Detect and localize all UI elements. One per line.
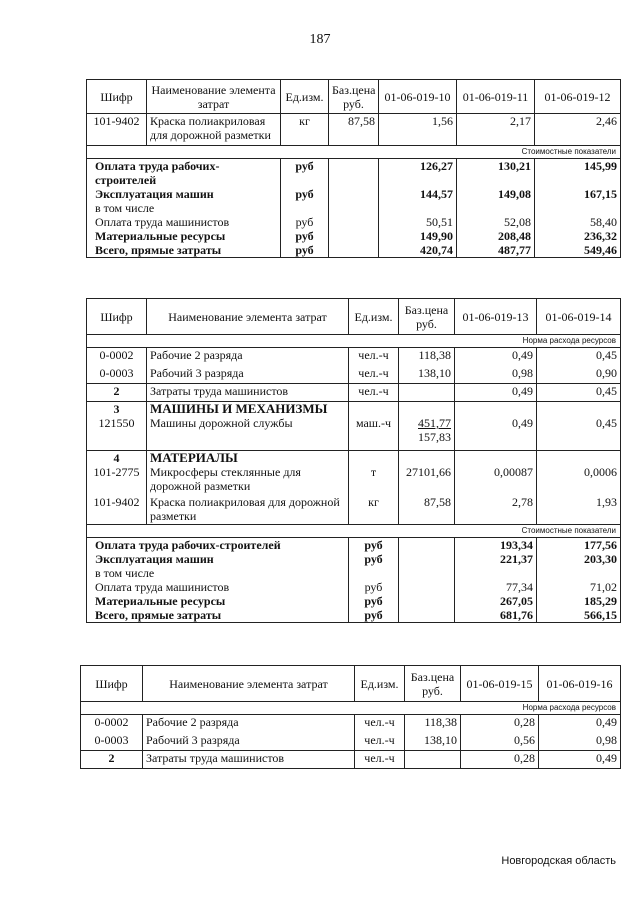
machine-price-labor: 157,83	[418, 430, 451, 444]
section-row	[87, 450, 621, 465]
cost-unit: руб	[349, 594, 399, 608]
header-unit: Ед.изм.	[349, 299, 399, 335]
row-price	[399, 416, 455, 450]
header-price: Баз.цена руб.	[399, 299, 455, 335]
row-code: 101-9402	[87, 114, 147, 146]
row-value: 0,28	[461, 715, 539, 733]
cost-value: 566,15	[537, 608, 621, 623]
table-row	[81, 751, 621, 769]
header-col-2: 01-06-019-11	[457, 80, 535, 114]
table-row	[87, 366, 621, 384]
cost-value: 185,29	[537, 594, 621, 608]
header-col-3: 01-06-019-12	[535, 80, 621, 114]
header-price: Баз.цена руб.	[405, 666, 461, 702]
row-unit: чел.-ч	[349, 384, 399, 402]
row-name: Рабочие 2 разряда	[143, 715, 355, 733]
norm-label: Норма расхода ресурсов	[87, 335, 621, 348]
cost-table-1	[86, 79, 621, 258]
cost-name: Всего, прямые затраты	[87, 243, 281, 258]
row-code: 2	[87, 384, 147, 402]
row-value: 0,49	[455, 416, 537, 450]
cost-unit: руб	[281, 187, 329, 201]
cost-name: Эксплуатация машин	[87, 552, 349, 566]
header-unit: Ед.изм.	[281, 80, 329, 114]
norm-label-row	[87, 335, 621, 348]
row-value: 0,49	[455, 348, 537, 366]
table-row	[87, 114, 621, 146]
cost-value: 58,40	[535, 215, 621, 229]
cost-unit: руб	[349, 538, 399, 553]
row-price: 118,38	[405, 715, 461, 733]
row-name: Затраты труда машинистов	[143, 751, 355, 769]
cost-row	[87, 243, 621, 258]
header-col-1: 01-06-019-13	[455, 299, 537, 335]
cost-row	[87, 159, 621, 188]
cost-value: 145,99	[535, 159, 621, 188]
header-price: Баз.цена руб.	[329, 80, 379, 114]
cost-value: 50,51	[379, 215, 457, 229]
section-title: МАТЕРИАЛЫ	[147, 450, 349, 465]
cost-value: 420,74	[379, 243, 457, 258]
table-header-row	[81, 666, 621, 702]
row-code: 121550	[87, 416, 147, 450]
table-row	[81, 733, 621, 751]
row-name: Рабочий 3 разряда	[143, 733, 355, 751]
header-col-2: 01-06-019-16	[539, 666, 621, 702]
row-code: 2	[81, 751, 143, 769]
row-code: 0-0002	[87, 348, 147, 366]
cost-row	[87, 608, 621, 623]
table-row	[81, 715, 621, 733]
cost-unit: руб	[281, 229, 329, 243]
header-col-2: 01-06-019-14	[537, 299, 621, 335]
row-price: 27101,66	[399, 465, 455, 495]
header-code: Шифр	[81, 666, 143, 702]
cost-table-2	[86, 298, 621, 623]
cost-name: Оплата труда рабочих-строителей	[87, 538, 349, 553]
row-value: 1,93	[537, 495, 621, 525]
cost-unit: руб	[281, 159, 329, 188]
cost-name: в том числе	[87, 201, 281, 215]
row-name: Рабочие 2 разряда	[147, 348, 349, 366]
cost-value: 203,30	[537, 552, 621, 566]
row-price: 138,10	[405, 733, 461, 751]
cost-name: Материальные ресурсы	[87, 594, 349, 608]
cost-unit: руб	[349, 608, 399, 623]
row-name: Микросферы стеклянные для дорожной разметки	[147, 465, 349, 495]
machine-price: 451,77	[418, 416, 451, 430]
row-value: 2,46	[535, 114, 621, 146]
header-unit: Ед.изм.	[355, 666, 405, 702]
header-col-1: 01-06-019-10	[379, 80, 457, 114]
section-number: 4	[87, 450, 147, 465]
cost-row	[87, 229, 621, 243]
header-name: Наименование элемента затрат	[147, 80, 281, 114]
row-value: 0,49	[455, 384, 537, 402]
row-price: 87,58	[329, 114, 379, 146]
row-value: 0,49	[539, 715, 621, 733]
cost-label: Стоимостные показатели	[87, 146, 621, 159]
norm-label: Норма расхода ресурсов	[81, 702, 621, 715]
cost-value: 71,02	[537, 580, 621, 594]
row-name: Рабочий 3 разряда	[147, 366, 349, 384]
row-unit: кг	[281, 114, 329, 146]
section-row	[87, 402, 621, 417]
row-unit: чел.-ч	[355, 751, 405, 769]
cost-value: 126,27	[379, 159, 457, 188]
cost-value: 177,56	[537, 538, 621, 553]
row-price: 138,10	[399, 366, 455, 384]
cost-row	[87, 215, 621, 229]
cost-value: 236,32	[535, 229, 621, 243]
cost-row	[87, 594, 621, 608]
cost-table-3	[80, 665, 621, 769]
cost-name: Всего, прямые затраты	[87, 608, 349, 623]
cost-label-row	[87, 525, 621, 538]
row-name: Затраты труда машинистов	[147, 384, 349, 402]
header-name: Наименование элемента затрат	[143, 666, 355, 702]
table-row	[87, 495, 621, 525]
cost-name: Оплата труда машинистов	[87, 215, 281, 229]
cost-value: 208,48	[457, 229, 535, 243]
cost-name: Оплата труда машинистов	[87, 580, 349, 594]
cost-value: 221,37	[455, 552, 537, 566]
table-row	[87, 384, 621, 402]
cost-value: 681,76	[455, 608, 537, 623]
row-price: 87,58	[399, 495, 455, 525]
cost-value: 144,57	[379, 187, 457, 201]
table-row	[87, 348, 621, 366]
cost-unit: руб	[281, 243, 329, 258]
row-name: Краска полиакриловая для дорожной разметки	[147, 495, 349, 525]
row-code: 0-0002	[81, 715, 143, 733]
row-value: 0,45	[537, 384, 621, 402]
row-unit: чел.-ч	[355, 715, 405, 733]
section-title: МАШИНЫ И МЕХАНИЗМЫ	[147, 402, 349, 417]
row-value: 0,0006	[537, 465, 621, 495]
row-unit: чел.-ч	[355, 733, 405, 751]
row-value: 0,28	[461, 751, 539, 769]
row-unit: кг	[349, 495, 399, 525]
cost-value: 130,21	[457, 159, 535, 188]
row-name: Краска полиакриловая для дорожной разметки	[147, 114, 281, 146]
row-value: 2,78	[455, 495, 537, 525]
cost-value: 487,77	[457, 243, 535, 258]
cost-row	[87, 580, 621, 594]
row-price: 118,38	[399, 348, 455, 366]
cost-unit: руб	[349, 552, 399, 566]
cost-unit: руб	[281, 215, 329, 229]
cost-value: 77,34	[455, 580, 537, 594]
header-col-1: 01-06-019-15	[461, 666, 539, 702]
table-header-row	[87, 80, 621, 114]
row-code: 0-0003	[81, 733, 143, 751]
row-code: 0-0003	[87, 366, 147, 384]
row-value: 0,45	[537, 416, 621, 450]
cost-value: 149,90	[379, 229, 457, 243]
table-header-row	[87, 299, 621, 335]
cost-row	[87, 187, 621, 201]
row-value: 0,90	[537, 366, 621, 384]
row-value: 0,45	[537, 348, 621, 366]
cost-value: 167,15	[535, 187, 621, 201]
row-value: 2,17	[457, 114, 535, 146]
section-number: 3	[87, 402, 147, 417]
cost-name: Оплата труда рабочих-строителей	[87, 159, 281, 188]
header-code: Шифр	[87, 80, 147, 114]
cost-name: в том числе	[87, 566, 349, 580]
cost-label: Стоимостные показатели	[87, 525, 621, 538]
cost-row	[87, 201, 621, 215]
cost-row	[87, 538, 621, 553]
cost-value: 149,08	[457, 187, 535, 201]
cost-row	[87, 552, 621, 566]
row-code: 101-2775	[87, 465, 147, 495]
cost-value: 193,34	[455, 538, 537, 553]
row-name: Машины дорожной службы	[147, 416, 349, 450]
cost-value: 549,46	[535, 243, 621, 258]
row-value: 0,00087	[455, 465, 537, 495]
cost-value: 267,05	[455, 594, 537, 608]
row-unit: чел.-ч	[349, 348, 399, 366]
header-name: Наименование элемента затрат	[147, 299, 349, 335]
cost-name: Материальные ресурсы	[87, 229, 281, 243]
cost-row	[87, 566, 621, 580]
row-value: 0,98	[455, 366, 537, 384]
cost-name: Эксплуатация машин	[87, 187, 281, 201]
row-unit: чел.-ч	[349, 366, 399, 384]
cost-label-row	[87, 146, 621, 159]
cost-unit: руб	[349, 580, 399, 594]
row-code: 101-9402	[87, 495, 147, 525]
header-code: Шифр	[87, 299, 147, 335]
footer-region: Новгородская область	[501, 855, 616, 867]
row-value: 0,49	[539, 751, 621, 769]
row-unit: маш.-ч	[349, 416, 399, 450]
row-value: 0,98	[539, 733, 621, 751]
cost-value: 52,08	[457, 215, 535, 229]
row-unit: т	[349, 465, 399, 495]
table-row	[87, 416, 621, 450]
table-row	[87, 465, 621, 495]
row-value: 0,56	[461, 733, 539, 751]
row-value: 1,56	[379, 114, 457, 146]
norm-label-row	[81, 702, 621, 715]
page-number: 187	[309, 32, 331, 47]
